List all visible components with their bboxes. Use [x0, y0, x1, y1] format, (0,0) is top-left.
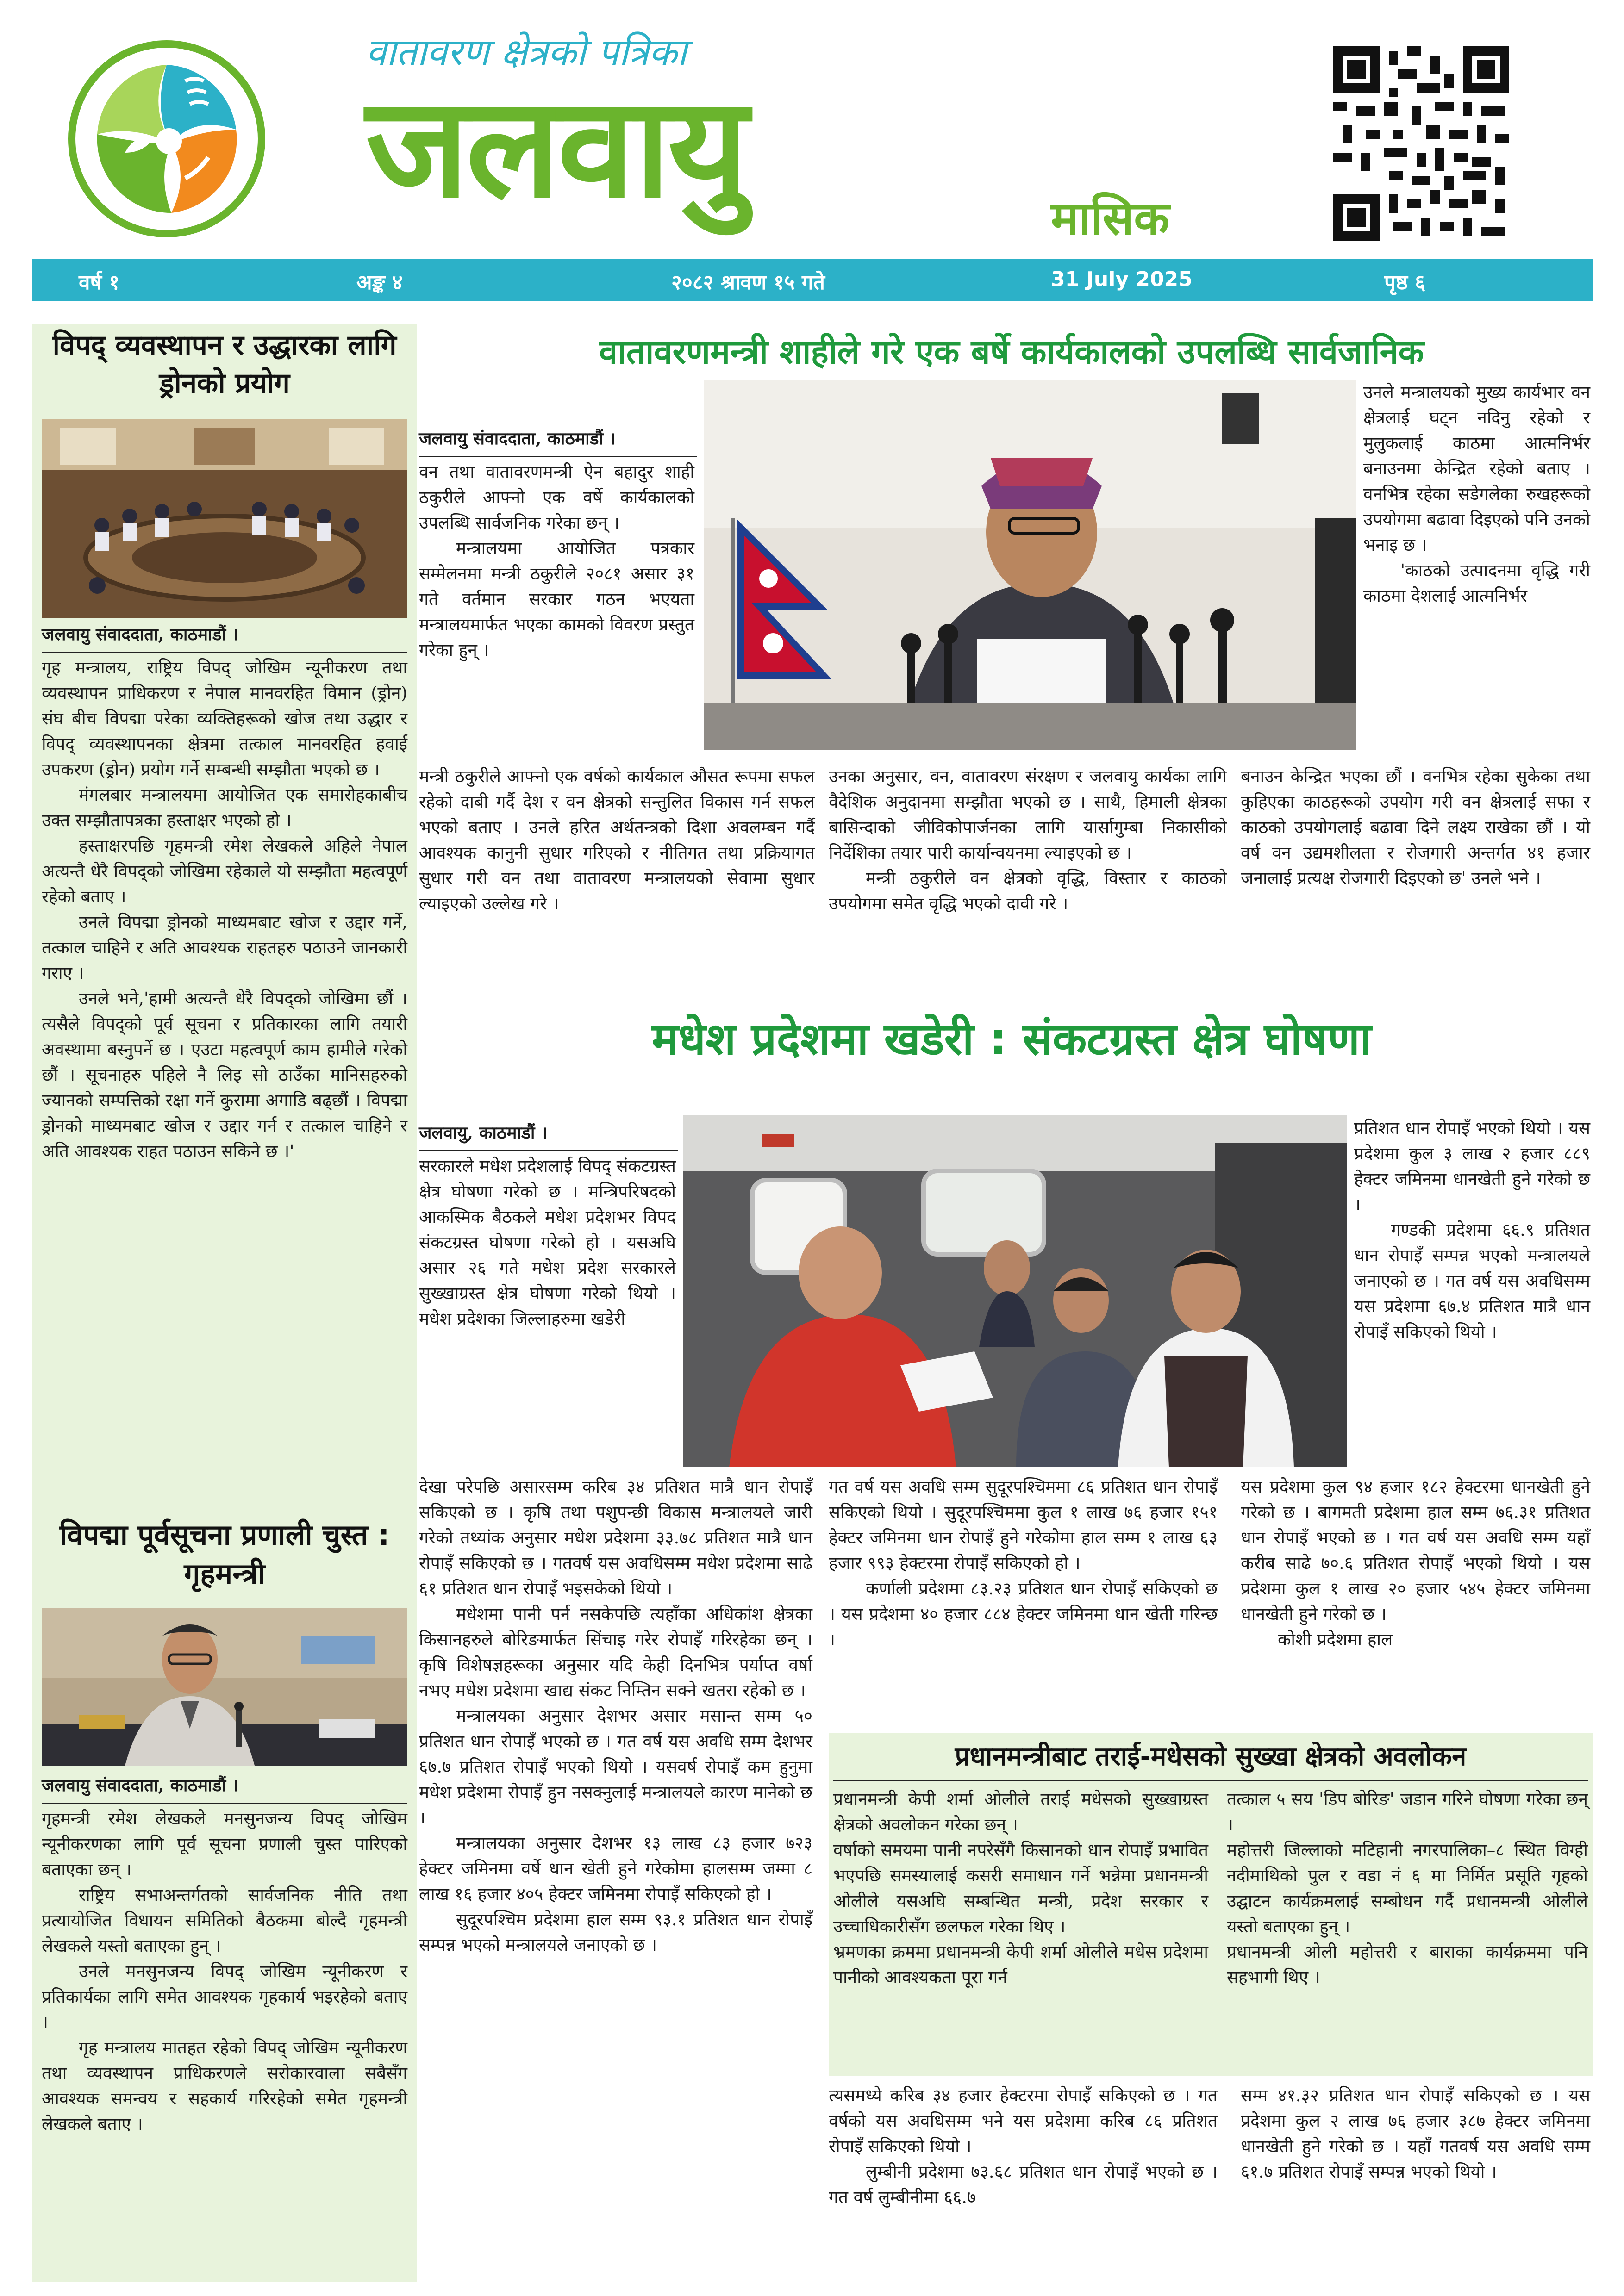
paragraph: भ्रमणका क्रममा प्रधानमन्त्री केपी शर्मा ओलीले मधेस प्रदेशमा पानीको आवश्यकता पूरा गर्न: [833, 1942, 1208, 1987]
paragraph: देखा परेपछि असारसम्म करिब ३४ प्रतिशत मात्रै धान रोपाइँ सकिएको छ । कृषि तथा पशुपन्छी विकास मन्त्रालयले जारी गरेको तथ्यांक अनुसार मधेश प्रदेशमा ३३.७८ प्रतिशत मात्रै धान रोपाइँ सकिएको छ । गतवर्ष यस अवधिसम्म मधेश प्रदेशमा साढे ६१ प्रतिशत धान रोपाइँ भइसकेको थियो ।: [419, 1477, 812, 1599]
story2-col3: [1241, 1474, 1590, 1652]
paragraph: सुदूरपश्चिम प्रदेशमा हाल सम्म ९३.१ प्रतिशत धान रोपाइँ सम्पन्न भएको मन्त्रालयले जनाएको छ ।: [419, 1910, 812, 1955]
paragraph: लुम्बीनी प्रदेशमा ७३.६८ प्रतिशत धान रोपाइँ भएको छ । गत वर्ष लुम्बीनीमा ६६.७: [829, 2162, 1218, 2207]
story1-right-col: [1363, 380, 1590, 609]
paragraph: हस्ताक्षरपछि गृहमन्त्री रमेश लेखकले अहिले नेपाल अत्यन्तै धेरै विपद्को जोखिमा रहेकाले यो सम्झौता महत्वपूर्ण रहेको बताए ।: [42, 836, 407, 907]
paragraph: वर्षाको समयमा पानी नपरेसँगै किसानको धान रोपाइँ प्रभावित भएपछि समस्यालाई कसरी समाधान गर्ने भन्नेमा प्रधानमन्त्री ओलीले यसअघि सम्बन्धित मन्त्री, प्रदेश सरकार र उच्चाधिकारीसँग छलफल गरेका थिए ।: [833, 1840, 1208, 1936]
left-story2-byline: जलवायु संवाददाता, काठमाडौं ।: [42, 1775, 239, 1795]
story1-bottom-col2: [829, 764, 1227, 916]
issue-date-english: 31 July 2025: [1051, 268, 1193, 291]
story1-bottom-col1: [419, 764, 815, 916]
story1-left-col: [419, 459, 694, 663]
paragraph: उनले विपद्मा ड्रोनको माध्यमबाट खोज र उद्दार गर्ने, तत्काल चाहिने र अति आवश्यक राहतहरु पठाउने जानकारी गराए ।: [42, 912, 407, 983]
helicopter-photo: [683, 1115, 1347, 1467]
paragraph: 'काठको उत्पादनमा वृद्धि गरी काठमा देशलाई आत्मनिर्भर: [1363, 560, 1590, 606]
left-story1-headline: विपद् व्यवस्थापन र उद्धारका लागि ड्रोनको प्रयोग: [52, 329, 397, 399]
paragraph: कोशी प्रदेशमा हाल: [1278, 1630, 1393, 1649]
story2-col1: [419, 1474, 812, 1958]
paragraph: मन्त्रालयमा आयोजित पत्रकार सम्मेलनमा मन्त्री ठकुरीले २०८१ असार ३१ गते वर्तमान सरकार गठन भएयता मन्त्रालयमार्फत भएका कामको विवरण प्रस्तुत गरेका हुन् ।: [419, 538, 694, 660]
paragraph: प्रतिशत धान रोपाइँ भएको थियो । यस प्रदेशमा कुल ३ लाख २ हजार ८८९ हेक्टर जमिनमा धानखेती हुने गरेको छ ।: [1354, 1118, 1590, 1214]
paragraph: गृह मन्त्रालय, राष्ट्रिय विपद् जोखिम न्यूनीकरण तथा व्यवस्थापन प्राधिकरण र नेपाल मानवरहित विमान (ड्रोन) संघ बीच विपद्मा परेका व्यक्तिहरूको खोज तथा उद्धार र विपद् व्यवस्थापनका क्षेत्रमा तत्काल मानवरहित हवाई उपकरण (ड्रोन) प्रयोग गर्ने सम्बन्धी सम्झौता भएको छ ।: [42, 658, 407, 779]
paragraph: वन तथा वातावरणमन्त्री ऐन बहादुर शाही ठकुरीले आफ्नो एक वर्षे कार्यकालको उपलब्धि सार्वजनिक गरेका छन् ।: [419, 462, 694, 533]
story2-col2-bottom: [829, 2083, 1218, 2210]
paragraph: उनले मन्त्रालयको मुख्य कार्यभार वन क्षेत्रलाई घट्न नदिनु रहेको र मुलुकलाई काठमा आत्मनिर्भर बनाउनमा केन्द्रित रहेको बताए । वनभित्र रहेका सडेगलेका रुखहरूको उपयोगमा बढावा दिइएको पनि उनको भनाइ छ ।: [1363, 382, 1590, 555]
left-story2-body: [42, 1806, 407, 2137]
info-bar: [32, 259, 1593, 301]
home-minister-photo: [42, 1608, 407, 1766]
paragraph: प्रधानमन्त्री केपी शर्मा ओलीले तराई मधेसको सुख्खाग्रस्त क्षेत्रको अवलोकन गरेका छन् ।: [833, 1789, 1208, 1835]
paragraph: यस प्रदेशमा कुल ९४ हजार १८२ हेक्टरमा धानखेती हुने गरेको छ । बागमती प्रदेशमा हाल सम्म ७६.३१ प्रतिशत धान रोपाइँ भएको छ । गत वर्ष यस अवधि सम्म यहाँ करीब साढे ७०.६ प्रतिशत रोपाइँ भएको थियो । यस प्रदेशमा कुल १ लाख २० हजार ५४५ हेक्टर जमिनमा धानखेती हुने गरेको छ ।: [1241, 1477, 1590, 1624]
paragraph: प्रधानमन्त्री ओली महोत्तरी र बाराका कार्यक्रममा पनि सहभागी थिए ।: [1227, 1942, 1588, 1987]
paragraph: बनाउन केन्द्रित भएका छौं । वनभित्र रहेका सुकेका तथा कुहिएका काठहरूको उपयोग गरी वन क्षेत्रलाई सफा र काठको उपयोगलाई बढावा दिने लक्ष्य राखेका छौं । यो वर्ष वन उद्यमशीलता र रोजगारी अन्तर्गत ४१ हजार जनालाई प्रत्यक्ष रोजगारी दिइएको छ' उनले भने ।: [1241, 766, 1590, 888]
paragraph: त्यसमध्ये करिब ३४ हजार हेक्टरमा रोपाइँ सकिएको छ । गत वर्षको यस अवधिसम्म भने यस प्रदेशमा करिब ८६ प्रतिशत रोपाइँ सकिएको थियो ।: [829, 2085, 1218, 2156]
paragraph: सम्म ४१.३२ प्रतिशत धान रोपाइँ सकिएको छ । यस प्रदेशमा कुल २ लाख ७६ हजार ३८७ हेक्टर जमिनमा धानखेती हुने गरेको छ । यहाँ गतवर्ष यस अवधि सम्म ६१.७ प्रतिशत रोपाइँ सम्पन्न भएको थियो ।: [1241, 2085, 1590, 2182]
divider: [833, 1780, 1588, 1781]
paragraph: सरकारले मधेश प्रदेशलाई विपद् संकटग्रस्त क्षेत्र घोषणा गरेको छ । मन्त्रिपरिषदको आकस्मिक बैठकले मधेश प्रदेशभर विपद संकटग्रस्त घोषणा गरेको हो । यसअघि असार २६ गते मधेश प्रदेश सरकारले सुख्खाग्रस्त क्षेत्र घोषणा गरेको थियो । मधेश प्रदेशका जिल्लाहरुमा खडेरी: [419, 1156, 676, 1329]
masthead-title: जलवायु: [366, 67, 746, 229]
press-conference-photo: [704, 380, 1356, 750]
qr-code: [1333, 46, 1509, 241]
divider: [42, 1803, 407, 1804]
paragraph: गृह मन्त्रालय मातहत रहेको विपद् जोखिम न्यूनीकरण तथा व्यवस्थापन प्राधिकरणले सरोकारवाला सबैसँग आवश्यक समन्वय र सहकार्य गरिरहेको समेत गृहमन्त्री लेखकले बताए ।: [42, 2038, 407, 2134]
issue-date-nepali: २०८२ श्रावण १५ गते: [671, 271, 825, 294]
story2-col3-bottom: [1241, 2083, 1590, 2184]
paragraph: मधेशमा पानी पर्न नसकेपछि त्यहाँका अधिकांश क्षेत्रका किसानहरुले बोरिङमार्फत सिंचाइ गरेर रोपाइँ गरिरहेका छन् । कृषि विशेषज्ञहरूका अनुसार यदि केही दिनभित्र पर्याप्त वर्षा नभए मधेश प्रदेशमा खाद्य संकट निम्तिन सक्ने खतरा रहेको छ ।: [419, 1604, 812, 1700]
story1-headline: वातावरणमन्त्री शाहीले गरे एक बर्षे कार्यकालको उपलब्धि सार्वजानिक: [599, 332, 1424, 371]
paragraph: मन्त्री ठकुरीले वन क्षेत्रको वृद्धि, विस्तार र काठको उपयोगमा समेत वृद्धि भएको दावी गरे ।: [829, 868, 1227, 914]
paragraph: उनका अनुसार, वन, वातावरण संरक्षण र जलवायु कार्यका लागि वैदेशिक अनुदानमा सम्झौता भएको छ । साथै, हिमाली क्षेत्रका बासिन्दाको जीविकोपार्जनका लागि यार्सागुम्बा निकासीको निर्देशिका तयार पारी कार्यान्वयनमा ल्याइएको छ ।: [829, 766, 1227, 863]
left-story2-headline: विपद्मा पूर्वसूचना प्रणाली चुस्त : गृहमन्त्री: [59, 1518, 390, 1591]
story1-byline: जलवायु संवाददाता, काठमाडौं ।: [419, 428, 616, 448]
paragraph: मन्त्रालयका अनुसार देशभर १३ लाख ८३ हजार ७२३ हेक्टर जमिनमा वर्षे धान खेती हुने गरेकोमा हालसम्म जम्मा ८ लाख १६ हजार ४०५ हेक्टर जमिनमा रोपाइँ सकिएको हो ।: [419, 1833, 812, 1904]
story3-headline: प्रधानमन्त्रीबाट तराई-मधेसको सुख्खा क्षेत्रको अवलोकन: [955, 1742, 1467, 1772]
paragraph: राष्ट्रिय सभाअन्तर्गतको सार्वजनिक नीति तथा प्रत्यायोजित विधायन समितिको बैठकमा बोल्दै गृहमन्त्री लेखकले यस्तो बताएका हुन् ।: [42, 1885, 407, 1956]
paragraph: मन्त्रालयका अनुसार देशभर असार मसान्त सम्म ५० प्रतिशत धान रोपाइँ भएको छ । गत वर्ष यस अवधि सम्म देशभर ६७.७ प्रतिशत रोपाइँ भएको थियो । यसवर्ष रोपाइँ कम हुनुमा मधेश प्रदेशमा रोपाइँ हुन नसक्नुलाई मन्त्रालयले कारण मानेको छ ।: [419, 1706, 812, 1828]
paragraph: मन्त्री ठकुरीले आफ्नो एक वर्षको कार्यकाल औसत रूपमा सफल रहेको दाबी गर्दै देश र वन क्षेत्रको सन्तुलित विकास गर्न सफल भएको बताए । उनले हरित अर्थतन्त्रको दिशा अवलम्बन गर्दै आवश्यक कानुनी सुधार गरिएको र नीतिगत तथा प्रक्रियागत सुधार गरी वन तथा वातावरण मन्त्रालयको सेवामा सुधार ल्याइएको उल्लेख गरे ।: [419, 766, 815, 914]
issue-number: अङ्क ४: [356, 271, 403, 294]
paragraph: उनले मनसुनजन्य विपद् जोखिम न्यूनीकरण र प्रतिकार्यका लागि समेत आवश्यक गृहकार्य भइरहेको बताए ।: [42, 1961, 407, 2032]
paragraph: कर्णाली प्रदेशमा ८३.२३ प्रतिशत धान रोपाइँ सकिएको छ । यस प्रदेशमा ४० हजार ८८४ हेक्टर जमिनमा धान खेती गरिन्छ ।: [829, 1579, 1218, 1649]
left-story1-body: [42, 655, 407, 1164]
issue-year: वर्ष १: [79, 271, 120, 294]
story2-right-col: [1354, 1115, 1590, 1344]
story2-col2: [829, 1474, 1218, 1652]
masthead: [0, 0, 1624, 259]
story2-left-col: [419, 1153, 676, 1332]
story3-col2: [1227, 1786, 1588, 1990]
logo-icon: [56, 37, 278, 241]
masthead-tagline: वातावरण क्षेत्रको पत्रिका: [366, 31, 687, 74]
paragraph: गण्डकी प्रदेशमा ६६.९ प्रतिशत धान रोपाइँ सम्पन्न भएको मन्त्रालयले जनाएको छ । गत वर्ष यस अवधिसम्म यस प्रदेशमा ६७.४ प्रतिशत मात्रै धान रोपाइँ सकिएको थियो ।: [1354, 1220, 1590, 1342]
paragraph: गृहमन्त्री रमेश लेखकले मनसुनजन्य विपद् जोखिम न्यूनीकरणका लागि पूर्व सूचना प्रणाली चुस्त पारिएको बताएका छन् ।: [42, 1809, 407, 1879]
divider: [419, 456, 697, 457]
story2-headline: मधेश प्रदेशमा खडेरी : संकटग्रस्त क्षेत्र घोषणा: [651, 1013, 1372, 1065]
masthead-subtitle: मासिक: [1051, 191, 1169, 245]
paragraph: तत्काल ५ सय 'डिप बोरिङ' जडान गरिने घोषणा गरेका छन् ।: [1227, 1789, 1588, 1835]
story1-bottom-col3: [1241, 764, 1590, 891]
left-story1-byline: जलवायु संवाददाता, काठमाडौं ।: [42, 624, 239, 644]
paragraph: गत वर्ष यस अवधि सम्म सुदूरपश्चिममा ८६ प्रतिशत धान रोपाइँ सकिएको थियो । सुदूरपश्चिममा कुल १ लाख ७६ हजार १५१ हेक्टर जमिनमा धान रोपाइँ हुने गरेकोमा हाल सम्म १ लाख ६३ हजार ९९३ हेक्टरमा रोपाइँ सकिएको हो ।: [829, 1477, 1218, 1573]
divider: [42, 652, 407, 653]
paragraph: उनले भने,'हामी अत्यन्तै धेरै विपद्को जोखिमा छौं । त्यसैले विपद्को पूर्व सूचना र प्रतिकारका लागि तयारी अवस्थामा बस्नुपर्ने छ । एउटा महत्वपूर्ण काम हामीले गरेको छौं । सूचनाहरु पहिले नै लिइ सो ठाउँका मानिसहरुको ज्यानको सम्पत्तिको रक्षा गर्ने कुरामा अगाडि बढ्छौं । विपद्मा ड्रोनको माध्यमबाट खोज र उद्दार गर्न र तत्काल चाहिने र अति आवश्यक राहत पठाउन सकिने छ ।': [42, 989, 407, 1161]
meeting-hall-photo: [42, 419, 407, 618]
story3-col1: [833, 1786, 1208, 1990]
divider: [419, 1150, 678, 1151]
paragraph: मंगलबार मन्त्रालयमा आयोजित एक समारोहकाबीच उक्त सम्झौतापत्रका हस्ताक्षर भएको हो ।: [42, 785, 407, 830]
story2-byline: जलवायु, काठमाडौं ।: [419, 1122, 548, 1143]
page-number: पृष्ठ ६: [1384, 271, 1426, 294]
paragraph: महोत्तरी जिल्लाको मटिहानी नगरपालिका–८ स्थित विग्ही नदीमाथिको पुल र वडा नं ६ मा निर्मित प्रसूति गृहको उद्घाटन कार्यक्रमलाई सम्बोधन गर्दै प्रधानमन्त्री ओलीले यस्तो बताएका हुन् ।: [1227, 1840, 1588, 1936]
